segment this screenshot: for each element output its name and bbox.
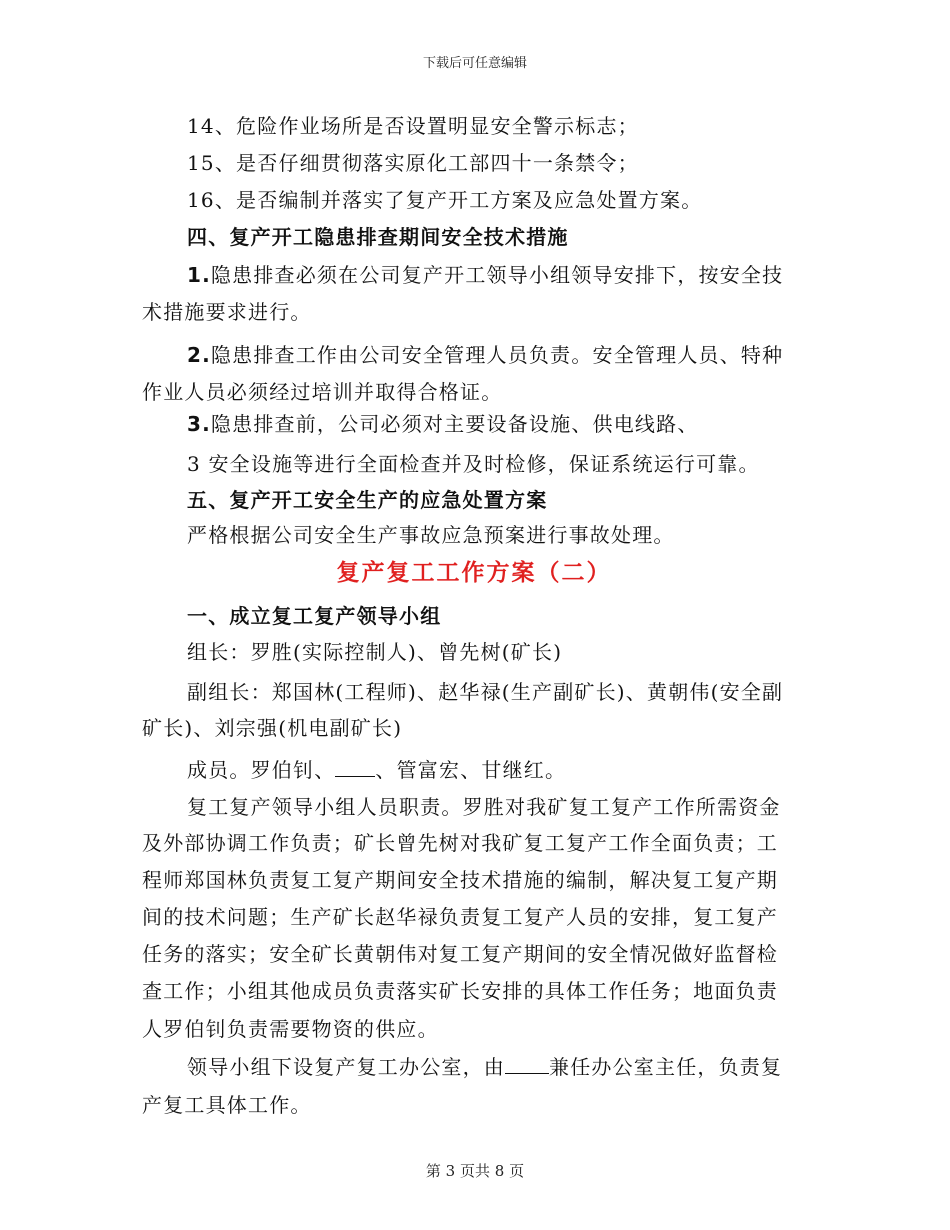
paragraph-2-text: 隐患排查工作由公司安全管理人员负责。安全管理人员、特种	[210, 343, 784, 367]
duty-line-4: 间的技术问题；生产矿长赵华禄负责复工复产人员的安排，复工复产	[142, 905, 778, 929]
paragraph-1-line-1	[187, 256, 783, 294]
vice-leader-line-2: 矿长)、刘宗强(机电副矿长)	[142, 716, 403, 740]
section-heading-4: 四、复产开工隐患排查期间安全技术措施	[187, 225, 569, 249]
paragraph-3-line-2: 3 安全设施等进行全面检查并及时检修，保证系统运行可靠。	[187, 452, 760, 476]
paragraph-2-line-2: 作业人员必须经过培训并取得合格证。	[142, 380, 503, 404]
office-text-start: 领导小组下设复产复工办公室，由	[187, 1055, 505, 1079]
duty-line-1: 复工复产领导小组人员职责。罗胜对我矿复工复产工作所需资金	[187, 795, 781, 819]
office-text-end: 兼任办公室主任，负责复	[549, 1055, 783, 1079]
duty-line-6: 查工作；小组其他成员负责落实矿长安排的具体工作任务；地面负责	[142, 979, 778, 1003]
document-title: 复产复工工作方案（二）	[336, 559, 612, 586]
paragraph-1-text: 隐患排查必须在公司复产开工领导小组领导安排下，按安全技	[210, 263, 784, 287]
office-line-2: 产复工具体工作。	[142, 1093, 312, 1117]
paragraph-5: 严格根据公司安全生产事故应急预案进行事故处理。	[187, 523, 675, 547]
duty-line-7: 人罗伯钊负责需要物资的供应。	[142, 1017, 439, 1041]
office-line-1	[187, 1048, 782, 1086]
paragraph-3-text: 隐患排查前，公司必须对主要设备设施、供电线路、	[210, 412, 699, 436]
members-line	[187, 751, 566, 789]
duty-line-5: 任务的落实；安全矿长黄朝伟对复工复产期间的安全情况做好监督检	[142, 942, 778, 966]
paragraph-3-number: 3.	[187, 412, 211, 436]
vice-leader-line-1: 副组长：郑国林(工程师)、赵华禄(生产副矿长)、黄朝伟(安全副	[187, 680, 784, 704]
blank-underline	[505, 1049, 549, 1074]
members-text-start: 成员。罗伯钊、	[187, 758, 336, 782]
list-item-14: 14、危险作业场所是否设置明显安全警示标志；	[187, 114, 639, 138]
section-heading-1: 一、成立复工复产领导小组	[187, 604, 442, 628]
paragraph-3-line-1	[187, 405, 699, 443]
duty-line-3: 程师郑国林负责复工复产期间安全技术措施的编制，解决复工复产期	[142, 868, 778, 892]
duty-line-2: 及外部协调工作负责；矿长曾先树对我矿复工复产工作全面负责；工	[142, 831, 778, 855]
blank-underline	[335, 752, 375, 777]
paragraph-2-line-1	[187, 336, 783, 374]
page-header: 下载后可任意编辑	[422, 56, 527, 71]
members-text-end: 、管富宏、甘继红。	[375, 758, 567, 782]
paragraph-2-number: 2.	[187, 343, 211, 367]
list-item-16: 16、是否编制并落实了复产开工方案及应急处置方案。	[187, 188, 703, 212]
section-heading-5: 五、复产开工安全生产的应急处置方案	[187, 488, 548, 512]
paragraph-1-number: 1.	[187, 263, 211, 287]
leader-line: 组长：罗胜(实际控制人)、曾先树(矿长)	[187, 640, 563, 664]
list-item-15: 15、是否仔细贯彻落实原化工部四十一条禁令；	[187, 151, 639, 175]
page-footer: 第 3 页共 8 页	[425, 1162, 525, 1180]
paragraph-1-line-2: 术措施要求进行。	[142, 300, 312, 324]
